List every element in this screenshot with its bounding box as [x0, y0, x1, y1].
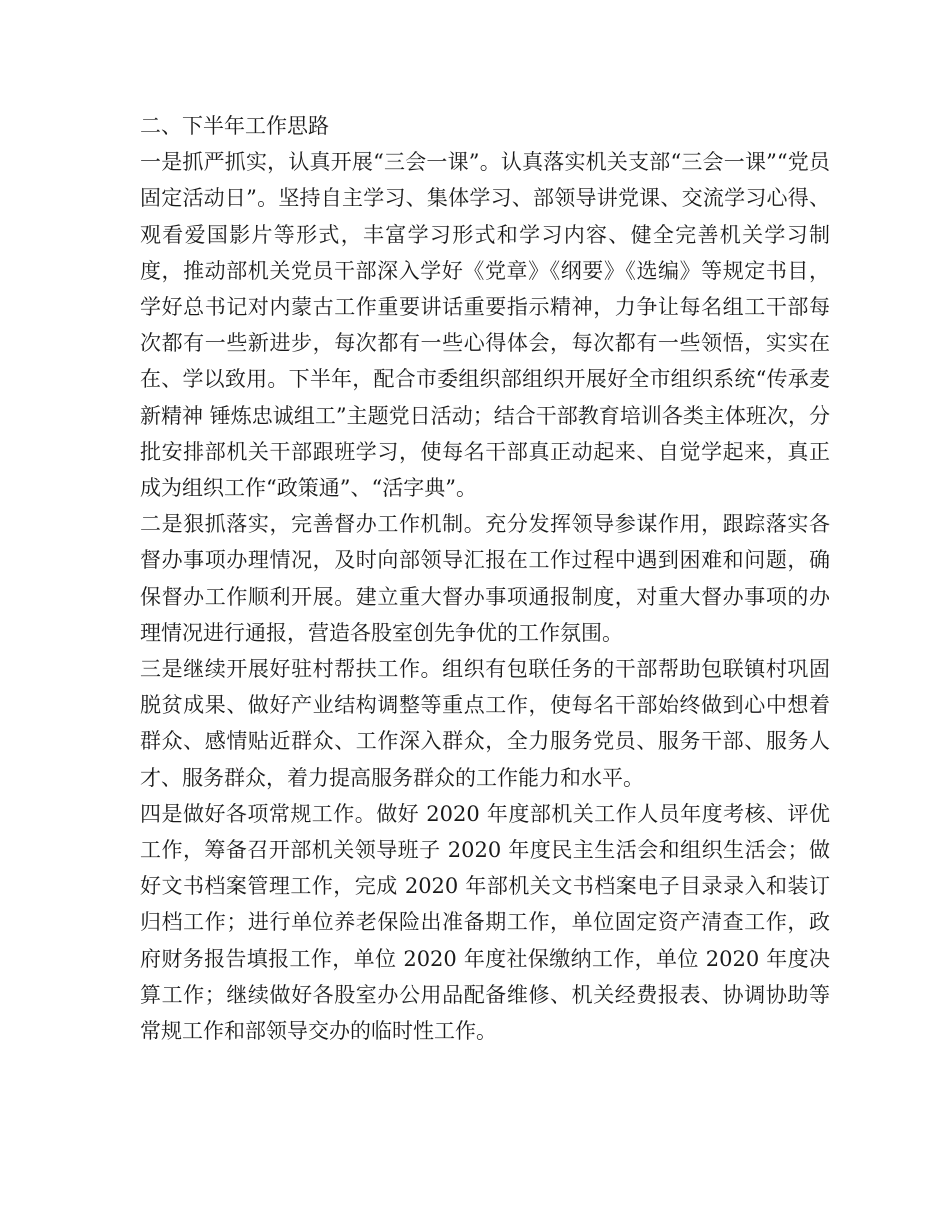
paragraph-4: 四是做好各项常规工作。做好 2020 年度部机关工作人员年度考核、评优工作，筹备召开部机关领导班子 2020 年度民主生活会和组织生活会；做好文书档案管理工作，完成 2020 年部机关文书档案电子目录录入和装订归档工作；进行单位养老保险出准备期工作，单位固定资产清查工作，政府财务报告填报工作，单位 2020 年度社保缴纳工作，单位 2020 年度决算工作；继续做好各股室办公用品配备维修、机关经费报表、协调协助等常规工作和部领导交办的临时性工作。	[140, 801, 830, 1044]
document-body	[140, 108, 830, 1049]
paragraph-2: 二是狠抓落实，完善督办工作机制。充分发挥领导参谋作用，跟踪落实各督办事项办理情况，及时向部领导汇报在工作过程中遇到困难和问题，确保督办工作顺利开展。建立重大督办事项通报制度，对重大督办事项的办理情况进行通报，营造各股室创先争优的工作氛围。	[140, 512, 830, 645]
paragraph-3: 三是继续开展好驻村帮扶工作。组织有包联任务的干部帮助包联镇村巩固脱贫成果、做好产业结构调整等重点工作，使每名干部始终做到心中想着群众、感情贴近群众、工作深入群众，全力服务党员、服务干部、服务人才、服务群众，着力提高服务群众的工作能力和水平。	[140, 657, 830, 790]
paragraph-1: 一是抓严抓实，认真开展“三会一课”。认真落实机关支部“三会一课”“党员固定活动日”。坚持自主学习、集体学习、部领导讲党课、交流学习心得、观看爱国影片等形式，丰富学习形式和学习内容、健全完善机关学习制度，推动部机关党员干部深入学好《党章》《纲要》《选编》等规定书目，学好总书记对内蒙古工作重要讲话重要指示精神，力争让每名组工干部每次都有一些新进步，每次都有一些心得体会，每次都有一些领悟，实实在在、学以致用。下半年，配合市委组织部组织开展好全市组织系统“传承麦新精神 锤炼忠诚组工”主题党日活动；结合干部教育培训各类主体班次，分批安排部机关干部跟班学习，使每名干部真正动起来、自觉学起来，真正成为组织工作“政策通”、“活字典”。	[140, 150, 830, 501]
section-heading: 二、下半年工作思路	[140, 114, 329, 138]
